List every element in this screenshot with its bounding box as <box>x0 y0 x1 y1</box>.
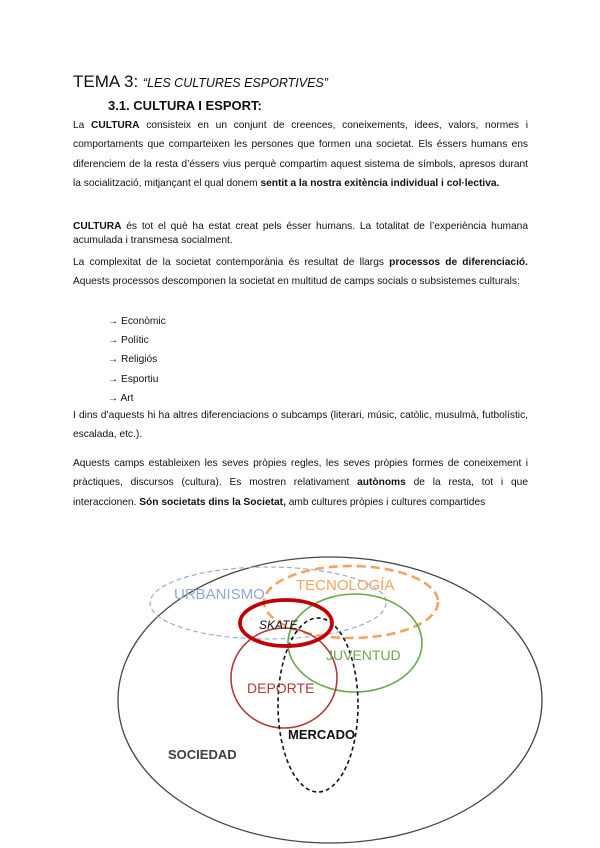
sociedad-label: SOCIEDAD <box>168 747 237 762</box>
text-run: amb cultures pròpies i cultures compartides <box>285 496 486 508</box>
bold-run: CULTURA <box>73 221 122 232</box>
list-item: → Esportiu <box>108 373 159 385</box>
list-item: → Econòmic <box>108 316 166 327</box>
bold-run: CULTURA <box>91 120 140 131</box>
bold-run: processos de diferenciació. <box>389 257 528 268</box>
deporte-label: DEPORTE <box>247 680 315 696</box>
text-run: I dins d’aquests hi ha altres diferenciacions o subcamps (literari, músic, catòlic, musulmà, futbolístic, escalada, etc.). <box>73 410 528 441</box>
juventud-label: JUVENTUD <box>326 647 401 663</box>
list-item: → Religiós <box>108 354 158 366</box>
section-heading: 3.1. CULTURA I ESPORT: <box>108 98 262 113</box>
bold-run: Són societats dins la Societat, <box>139 496 286 508</box>
tema-label: TEMA 3: <box>73 72 139 91</box>
tecnologia-label: TECNOLOGÍA <box>296 577 395 594</box>
skate-label: SKATE <box>259 618 298 632</box>
text-run: La complexitat de la societat contemporània és resultat de llargs <box>73 257 390 268</box>
text-run: és tot el què ha estat creat pels ésser humans. La totalitat de l’experiència humana acumulada i transmesa socialment. <box>73 221 528 246</box>
text-run: de la resta, tot i que interaccionen. <box>73 477 528 508</box>
bold-run: autònoms <box>357 477 406 489</box>
list-item: → Art <box>108 392 134 404</box>
text-run: Aquests processos descomponen la societat en multitud de camps socials o subsistemes culturals: <box>73 276 520 288</box>
text-run: consisteix en un conjunt de creences, coneixements, idees, valors, normes i comportaments que comparteixen les persones que formen una societat. Els éssers humans ens diferenciem de la resta d’éssers vius perquè compartim aquest sistema de símbols, apresos durant la socialització, mitjançant el qual donem <box>73 120 528 190</box>
mercado-label: MERCADO <box>288 727 356 742</box>
text-run: Aquests camps estableixen les seves pròpies regles, les seves pròpies formes de coneixement i pràctiques, discursos (cultura). Es mostren relativament <box>73 458 528 489</box>
urbanismo-label: URBANISMO <box>174 586 265 603</box>
tema-subtitle: “LES CULTURES ESPORTIVES” <box>142 76 328 90</box>
list-item: → Polític <box>108 335 149 347</box>
text-run: La <box>73 120 92 131</box>
bold-run: sentit a la nostra exitència individual i col·lectiva. <box>260 178 500 190</box>
deporte-ellipse <box>231 628 337 728</box>
